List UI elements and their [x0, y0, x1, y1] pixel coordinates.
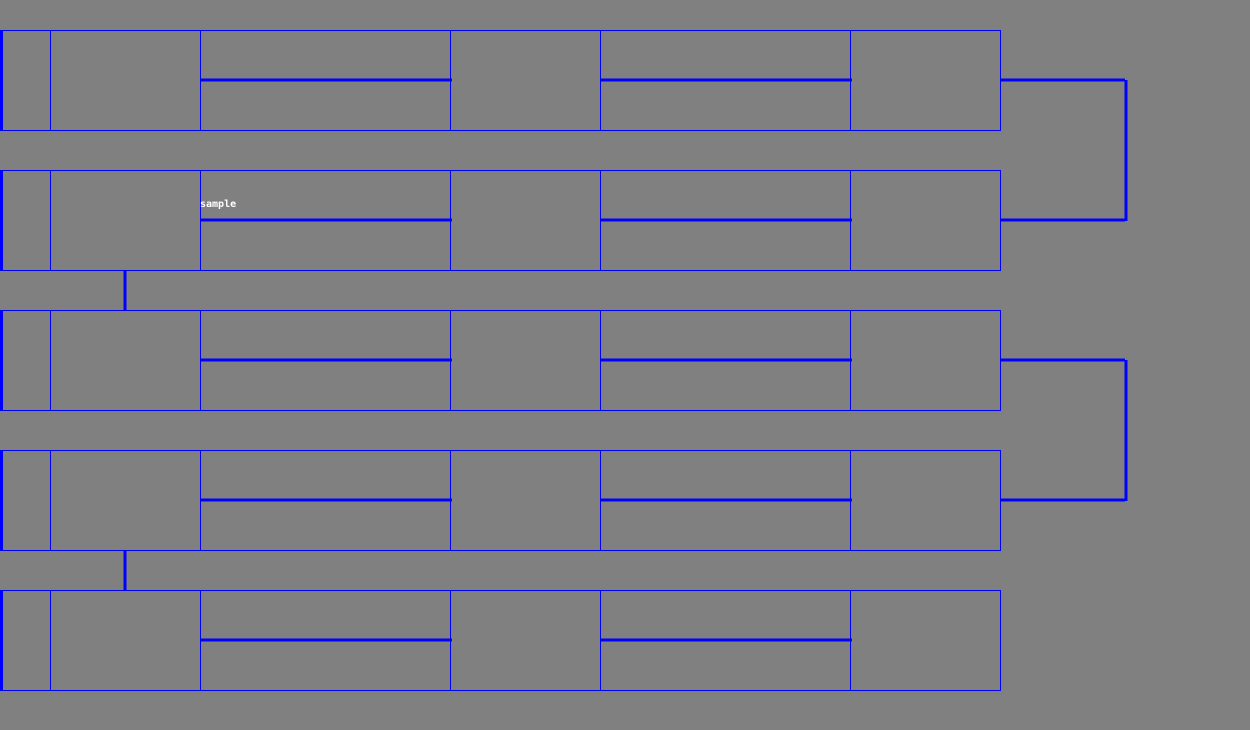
rung-4-cell-4 [451, 451, 601, 551]
rung-4-cell-2 [51, 451, 201, 551]
rung-3-cell-4 [451, 311, 601, 411]
rung-2-cell-6 [851, 171, 1001, 271]
rung-1-cell-6 [851, 31, 1001, 131]
rung-5 [1, 590, 1001, 691]
rung-5-cell-2 [51, 591, 201, 691]
rung-3-cell-1 [1, 311, 51, 411]
rung-1 [1, 30, 1126, 131]
rung-4-cell-6 [851, 451, 1001, 551]
rung-1-cell-1 [1, 31, 51, 131]
rung-1-cell-4 [451, 31, 601, 131]
rung-1-cell-2 [51, 31, 201, 131]
rung-5-cell-4 [451, 591, 601, 691]
rung-4 [1, 450, 1126, 551]
rung-3-cell-2 [51, 311, 201, 411]
rung-5-cell-1 [1, 591, 51, 691]
rung-5-cell-6 [851, 591, 1001, 691]
rung-2-cell-2 [51, 171, 201, 271]
rung-2-cell-1 [1, 171, 51, 271]
rung-3-cell-6 [851, 311, 1001, 411]
sample-label: sample [200, 199, 237, 210]
rung-2-cell-4 [451, 171, 601, 271]
rung-4-cell-1 [1, 451, 51, 551]
rung-3 [1, 310, 1126, 411]
rung-2 [1, 170, 1126, 271]
